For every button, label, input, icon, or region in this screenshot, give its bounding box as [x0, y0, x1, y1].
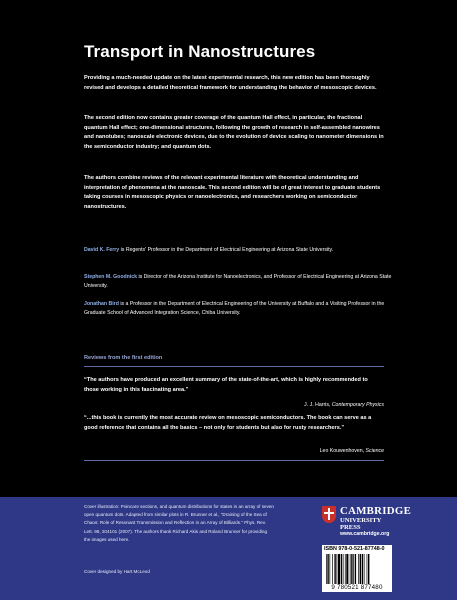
- book-title: Transport in Nanostructures: [84, 42, 316, 61]
- author-bio-2: [84, 273, 394, 292]
- publisher-name: CAMBRIDGE: [340, 505, 412, 517]
- isbn-label: ISBN 978-0-521-87748-0: [324, 546, 385, 552]
- review-quote-2: “...this book is currently the most accurate review on mesoscopic semiconductors. The book can serve as a good reference that contains all the basics – not only for students but also for rusty researchers.”: [84, 415, 372, 431]
- author-bio-1: [84, 246, 394, 255]
- review-attribution-2: [320, 448, 384, 454]
- author-bio-3: [84, 300, 394, 319]
- author-name: Jonathan Bird: [84, 301, 119, 307]
- review-source: Science: [365, 448, 384, 454]
- publisher-subname: UNIVERSITY PRESS: [340, 517, 382, 531]
- description-paragraph-3: The authors combine reviews of the relevant experimental literature with theoretical understanding and interpretation of phenomena at the nanoscale. This second edition will be of great interest to graduate students taking courses in mesoscopic physics or nanoelectronics, and researchers working on semiconductor nanostructures.: [84, 175, 381, 210]
- barcode-panel: [322, 545, 392, 592]
- barcode-icon: [326, 554, 388, 584]
- description-paragraph-2: The second edition now contains greater coverage of the quantum Hall effect, in particular, the fractional quantum Hall effect; one-dimensional structures, following the growth of research in self-assembled nanowires and nanotubes; nanoscale electronic devices, due to the evolution of device scaling to nanometer dimensions in the semiconductor industry; and quantum dots.: [84, 115, 384, 150]
- review-attribution-1: [304, 402, 384, 408]
- barcode-digits: 9 780521 877480: [331, 584, 383, 591]
- author-name: David K. Ferry: [84, 247, 120, 253]
- cover-designer-credit: Cover designed by Hart McLeod: [84, 569, 150, 574]
- reviewer-name: Leo Kouwenhoven,: [319, 448, 366, 454]
- review-quote-1: “The authors have produced an excellent summary of the state-of-the-art, which is highly recommended to those working in this fascinating area.”: [84, 377, 368, 393]
- review-source: Contemporary Physics: [331, 402, 384, 408]
- description-paragraph-1: Providing a much-needed update on the latest experimental research, this new edition has been thoroughly revised and develops a detailed theoretical framework for understanding the behavior of mesoscopic devices.: [84, 75, 377, 91]
- author-bio-text: is Regents' Professor in the Department of Electrical Engineering at Arizona State University.: [119, 247, 334, 253]
- divider: [84, 460, 384, 461]
- reviewer-name: J. J. Harris,: [304, 402, 332, 408]
- author-name: Stephen M. Goodnick: [84, 274, 138, 280]
- publisher-url: www.cambridge.org: [340, 531, 390, 537]
- author-bio-text: is Director of the Arizona Institute for Nanoelectronics, and Professor of Electrical Engineering at Arizona State University.: [84, 274, 392, 290]
- shield-icon: [322, 506, 336, 523]
- author-bio-text: is a Professor in the Department of Electrical Engineering of the University at Buffalo and a Visiting Professor in the Graduate School of Advanced Integration Science, Chiba University.: [84, 301, 385, 317]
- reviews-heading: Reviews from the first edition: [84, 355, 163, 361]
- cover-illustration-credit: Cover illustration: Poincare sections, and quantum distributions for states in an array of seven open quantum dots. Adapted from similar plots in R. Brunner et al., “Draining of the Sea of Chaos: Role of Resonant Transmission and Reflection in an Array of Billiards.” Phys. Rev. Lett. 98, 204101 (2007). The authors thank Richard Akis and Roland Brunner for providing the images used here.: [84, 504, 274, 542]
- divider: [84, 366, 384, 367]
- publisher-logo: [322, 505, 412, 533]
